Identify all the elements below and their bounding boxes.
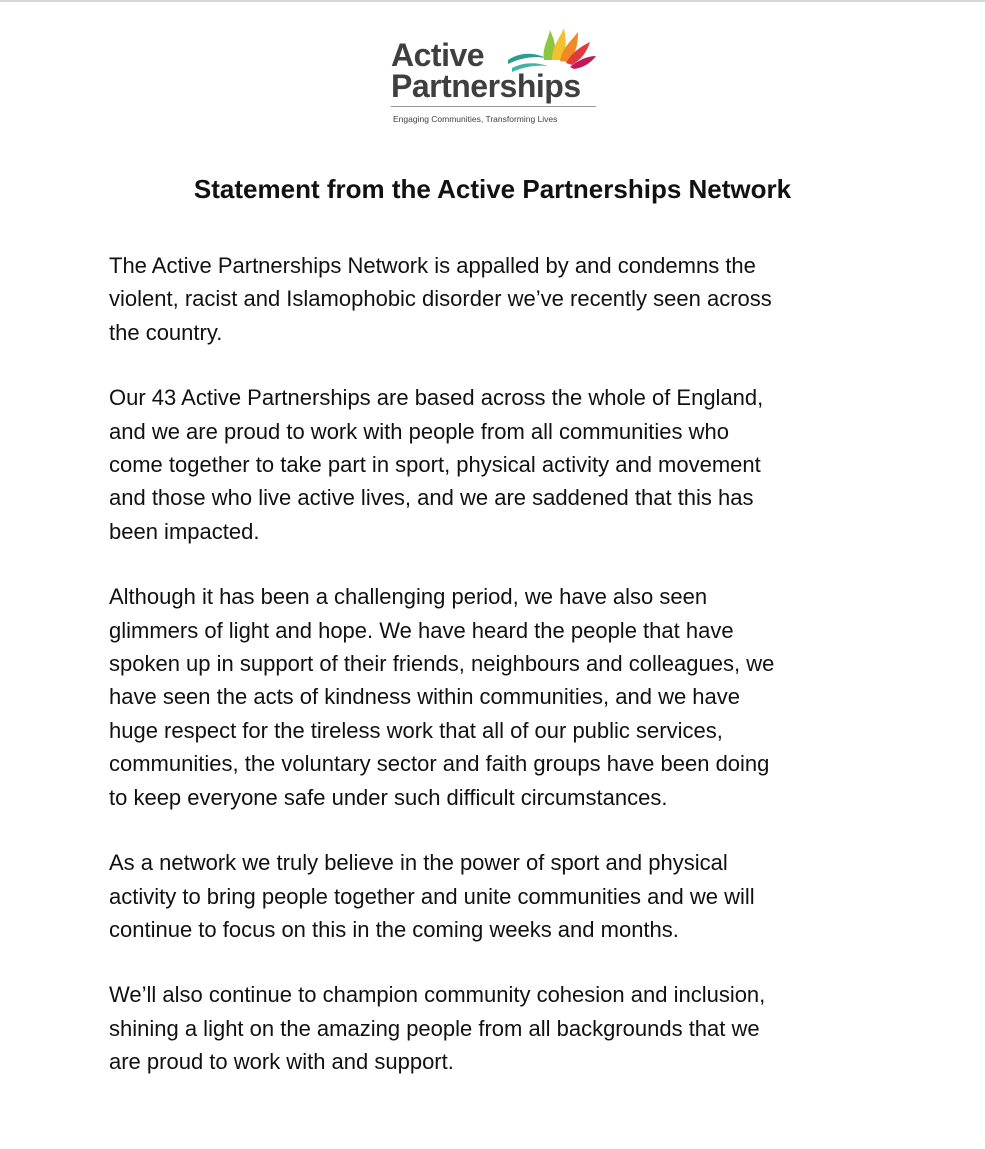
paragraph-line: continue to focus on this in the coming weeks and months. (109, 916, 679, 942)
paragraph-line: huge respect for the tireless work that all of our public services, (109, 717, 723, 743)
paragraph-line: activity to bring people together and unite communities and we will (109, 883, 755, 909)
paragraph-1 (109, 249, 899, 349)
paragraph-line: communities, the voluntary sector and faith groups have been doing (109, 751, 770, 777)
paragraph-line: and we are proud to work with people from all communities who (109, 418, 729, 444)
paragraph-line: violent, racist and Islamophobic disorder we’ve recently seen across (109, 286, 772, 312)
logo-word-partnerships: Partnerships (391, 68, 581, 104)
paragraph-line: the country. (109, 319, 223, 345)
paragraph-line: are proud to work with and support. (109, 1049, 454, 1075)
paragraph-line: As a network we truly believe in the power of sport and physical (109, 850, 728, 876)
paragraph-line: spoken up in support of their friends, neighbours and colleagues, we (109, 651, 775, 677)
paragraph-line: Although it has been a challenging period, we have also seen (109, 584, 708, 610)
statement-body (109, 249, 899, 1111)
logo-word-active: Active (391, 37, 485, 73)
paragraph-line: and those who live active lives, and we are saddened that this has (109, 485, 754, 511)
paragraph-line: Our 43 Active Partnerships are based across the whole of England, (109, 385, 764, 411)
logo-tagline: Engaging Communities, Transforming Lives (393, 114, 558, 124)
paragraph-line: come together to take part in sport, physical activity and movement (109, 452, 761, 478)
paragraph-line: We’ll also continue to champion community cohesion and inclusion, (109, 982, 766, 1008)
paragraph-4 (109, 846, 899, 946)
paragraph-2 (109, 381, 899, 548)
paragraph-3 (109, 580, 899, 814)
paragraph-line: have seen the acts of kindness within communities, and we have (109, 684, 741, 710)
active-partnerships-logo (386, 22, 604, 140)
paragraph-line: been impacted. (109, 518, 260, 544)
paragraph-line: shining a light on the amazing people from all backgrounds that we (109, 1015, 760, 1041)
paragraph-line: The Active Partnerships Network is appalled by and condemns the (109, 253, 756, 278)
paragraph-line: glimmers of light and hope. We have heard the people that have (109, 617, 734, 643)
paragraph-line: to keep everyone safe under such difficult circumstances. (109, 784, 668, 810)
paragraph-5 (109, 978, 899, 1078)
page-top-border (0, 0, 985, 2)
statement-title: Statement from the Active Partnerships Network (193, 174, 792, 204)
logo-divider (391, 106, 596, 107)
